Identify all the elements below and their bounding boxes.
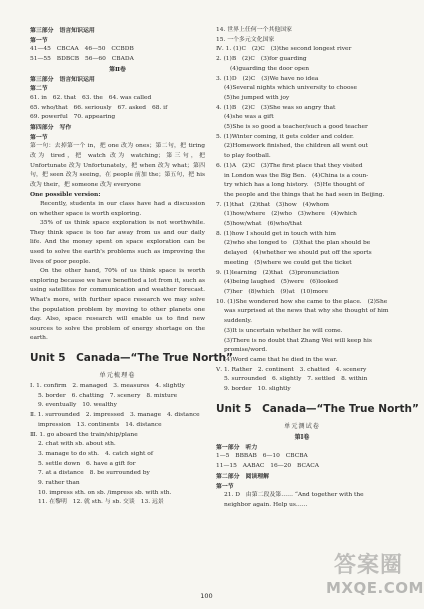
text-line: 61. in 62. that 63. the 64. was called xyxy=(30,94,152,101)
text-line: 41—45 CBCAA 46—50 CCBDB xyxy=(30,46,134,53)
text-line: 第二节 xyxy=(30,85,48,93)
text-line: 10. (1)She wondered how she came to the place. (2)She xyxy=(216,298,388,305)
unit-title-review: Unit 5 Canada—“The True North” xyxy=(30,352,233,365)
text-line: 第三部分 语言知识运用 xyxy=(30,27,95,34)
text-line: 65. who/that 66. seriously 67. asked 68. if xyxy=(30,104,168,111)
text-line: 1—5 BBBAB 6—10 CBCBA xyxy=(216,453,308,460)
text-line: 69. powerful 70. appearing xyxy=(30,114,116,121)
text-line: 第三部分 语言知识运用 xyxy=(30,75,95,83)
text-line: try which has a long history. (5)He thought of xyxy=(224,182,365,189)
text-line: to play football. xyxy=(224,153,271,160)
text-line: in London was the Big Ben. (4)China is a coun- xyxy=(224,172,369,179)
text-line: (4)Word came that he died in the war. xyxy=(224,356,338,363)
review-item: 2. chat with sb. about sth. xyxy=(38,441,116,448)
correction-notes: 第一句：去掉第一个 in，把 one 改为 ones；第二句，把 tiring 改为 tired，把 watch 改为 watching；第三句，把 Unfortunate 改为 Unfortunately，把 when 改为 what；第四句，把 seen 改为 seeing，在 people 前加 the；第五句，把 his 改为 their，把 someone 改为 everyone xyxy=(30,143,205,188)
text-line: the people and the things that he had seen in Beijing. xyxy=(224,191,385,198)
review-item: 9. eventually 10. wealthy xyxy=(38,402,117,409)
right-column xyxy=(216,26,419,511)
text-line: 第一节 xyxy=(30,133,48,141)
watermark-text-cn: 答案圈 xyxy=(334,553,404,578)
review-item: Ⅱ. 1. surrounded 2. impressed 3. manage 4. distance xyxy=(30,412,200,419)
text-line: 9. (1)learning (2)that (3)pronunciation xyxy=(216,269,340,276)
left-column xyxy=(30,26,233,508)
text-line: 第四部分 写作 xyxy=(30,124,72,132)
text-line: meeting (5)where we could get the ticket xyxy=(224,259,352,266)
left-answer-keys xyxy=(30,26,205,142)
text-line: (2)Homework finished, the children all went out xyxy=(224,143,368,150)
text-line: Ⅴ. 1. Rather 2. continent 3. chatted 4. scenery xyxy=(216,366,367,373)
watermark-text-en: MXQE.COM xyxy=(326,579,424,597)
text-line: (5)he jumped with joy xyxy=(224,94,290,101)
text-line: 6. (1)A (2)C (3)The first place that they visited xyxy=(216,162,363,169)
text-line: 4. (1)B (2)C (3)She was so angry that xyxy=(216,104,336,111)
text-line: 11—15 AABAC 16—20 BCACA xyxy=(216,463,319,470)
review-item: 7. at a distance 8. be surrounded by xyxy=(38,470,150,477)
text-line: 第Ⅱ卷 xyxy=(109,65,126,73)
review-item: 3. manage to do sth. 4. catch sight of xyxy=(38,450,154,457)
text-line: (4)she was a gift xyxy=(224,114,274,121)
text-line: (5)how/what (6)who/that xyxy=(224,221,303,228)
review-item: 10. impress sth. on sb. /impress sb. with sth. xyxy=(38,489,172,496)
essay-paragraph: 35% of us think space exploration is not worthwhile. They think space is too far away from us and our daily life. And the money spent on space exploration can be used to solve the earth's problems such as improving the lives of poor people. xyxy=(30,220,205,265)
volume-label: 第Ⅰ卷 xyxy=(294,433,310,441)
text-line: (7)her (8)which (9)at (10)more xyxy=(224,288,329,295)
text-line: 15. 一个多元文化国家 xyxy=(216,36,275,43)
version-label: One possible version: xyxy=(30,191,101,199)
text-line: 7. (1)that (2)that (3)how (4)whom xyxy=(216,201,329,208)
text-line: 14. 世界上任何一个其他国家 xyxy=(216,27,293,33)
review-item: Ⅲ. 1. go aboard the train/ship/plane xyxy=(30,431,138,438)
text-line: 51—55 BDBCB 56—60 CBADA xyxy=(30,56,134,63)
text-line: (3)There is no doubt that Zhang Wei will keep his xyxy=(224,337,372,344)
text-line: (4)Several nights which university to choose xyxy=(224,85,358,92)
right-answer-keys xyxy=(216,26,388,395)
sub-title-review: 单元梳理卷 xyxy=(99,372,136,380)
text-line: 8. (1)how I should get in touch with him xyxy=(216,230,336,237)
essay-paragraph: On the other hand, 70% of us think space is worth exploring because we have benefited a lot from it, such as using satellites for communication and weather forecast. What's more, with further space research we may solve the population problem by moving to other planets one day. Also, space research will enable us to find new sources to solve the problem of energy shortage on the earth. xyxy=(30,268,205,342)
unit-title-test: Unit 5 Canada—“The True North” xyxy=(216,402,419,415)
review-item: Ⅰ. 1. confirm 2. managed 3. measures 4. slightly xyxy=(30,383,185,390)
review-item: 9. rather than xyxy=(38,480,80,487)
text-line: 9. border 10. slightly xyxy=(224,386,291,393)
text-line: was surprised at the news that why she thought of him xyxy=(224,308,389,315)
review-items xyxy=(30,382,205,508)
text-line: (3)It is uncertain whether he will come. xyxy=(224,327,343,334)
sample-essay xyxy=(30,200,205,344)
text-line: neighbor again. Help us…… xyxy=(224,501,308,508)
essay-paragraph: Recently, students in our class have had a discussion on whether space is worth exploring. xyxy=(30,201,205,217)
text-line: 5. (1)Winter coming, it gets colder and colder. xyxy=(216,133,354,140)
page-number: 100 xyxy=(200,592,213,600)
text-line: Ⅳ. 1. (1)C (2)C (3)the second longest river xyxy=(216,46,352,53)
review-item: 5. settle down 6. have a gift for xyxy=(38,460,136,467)
review-item: impression 13. continents 14. distance xyxy=(38,421,162,428)
text-line: 3. (1)D (2)C (3)We have no idea xyxy=(216,75,319,82)
review-item: 5. border 6. chatting 7. scenery 8. mixture xyxy=(38,392,178,399)
text-line: 第一节 xyxy=(216,482,234,490)
text-line: 第二部分 阅读理解 xyxy=(216,472,270,480)
text-line: (2)who she longed to (3)that the plan should be xyxy=(224,240,371,247)
text-line: 21. D 由第二段及第…… “And together with the xyxy=(224,492,364,499)
text-line: 第一部分 听力 xyxy=(216,443,258,451)
review-item: 11. 在黎明 12. 就 sth. 与 sb. 交谈 13. 远景 xyxy=(38,499,164,506)
text-line: suddenly. xyxy=(224,318,252,325)
test-answer-keys xyxy=(216,443,388,511)
text-line: 5. surrounded 6. slightly 7. settled 8. within xyxy=(224,376,368,383)
text-line: delayed (4)whether we should put off the sports xyxy=(224,250,372,257)
text-line: (4)guarding the door open xyxy=(230,65,309,72)
text-line: (1)how/where (2)who (3)where (4)which xyxy=(224,211,357,218)
text-line: (4)being laughed (5)were (6)looked xyxy=(224,279,339,286)
text-line: promise/word. xyxy=(224,347,268,354)
text-line: (5)She is so good a teacher/such a good teacher xyxy=(224,124,368,131)
text-line: 2. (1)B (2)C (3)for guarding xyxy=(216,56,307,63)
text-line: 第一节 xyxy=(30,36,48,44)
sub-title-test: 单元测试卷 xyxy=(284,422,320,430)
